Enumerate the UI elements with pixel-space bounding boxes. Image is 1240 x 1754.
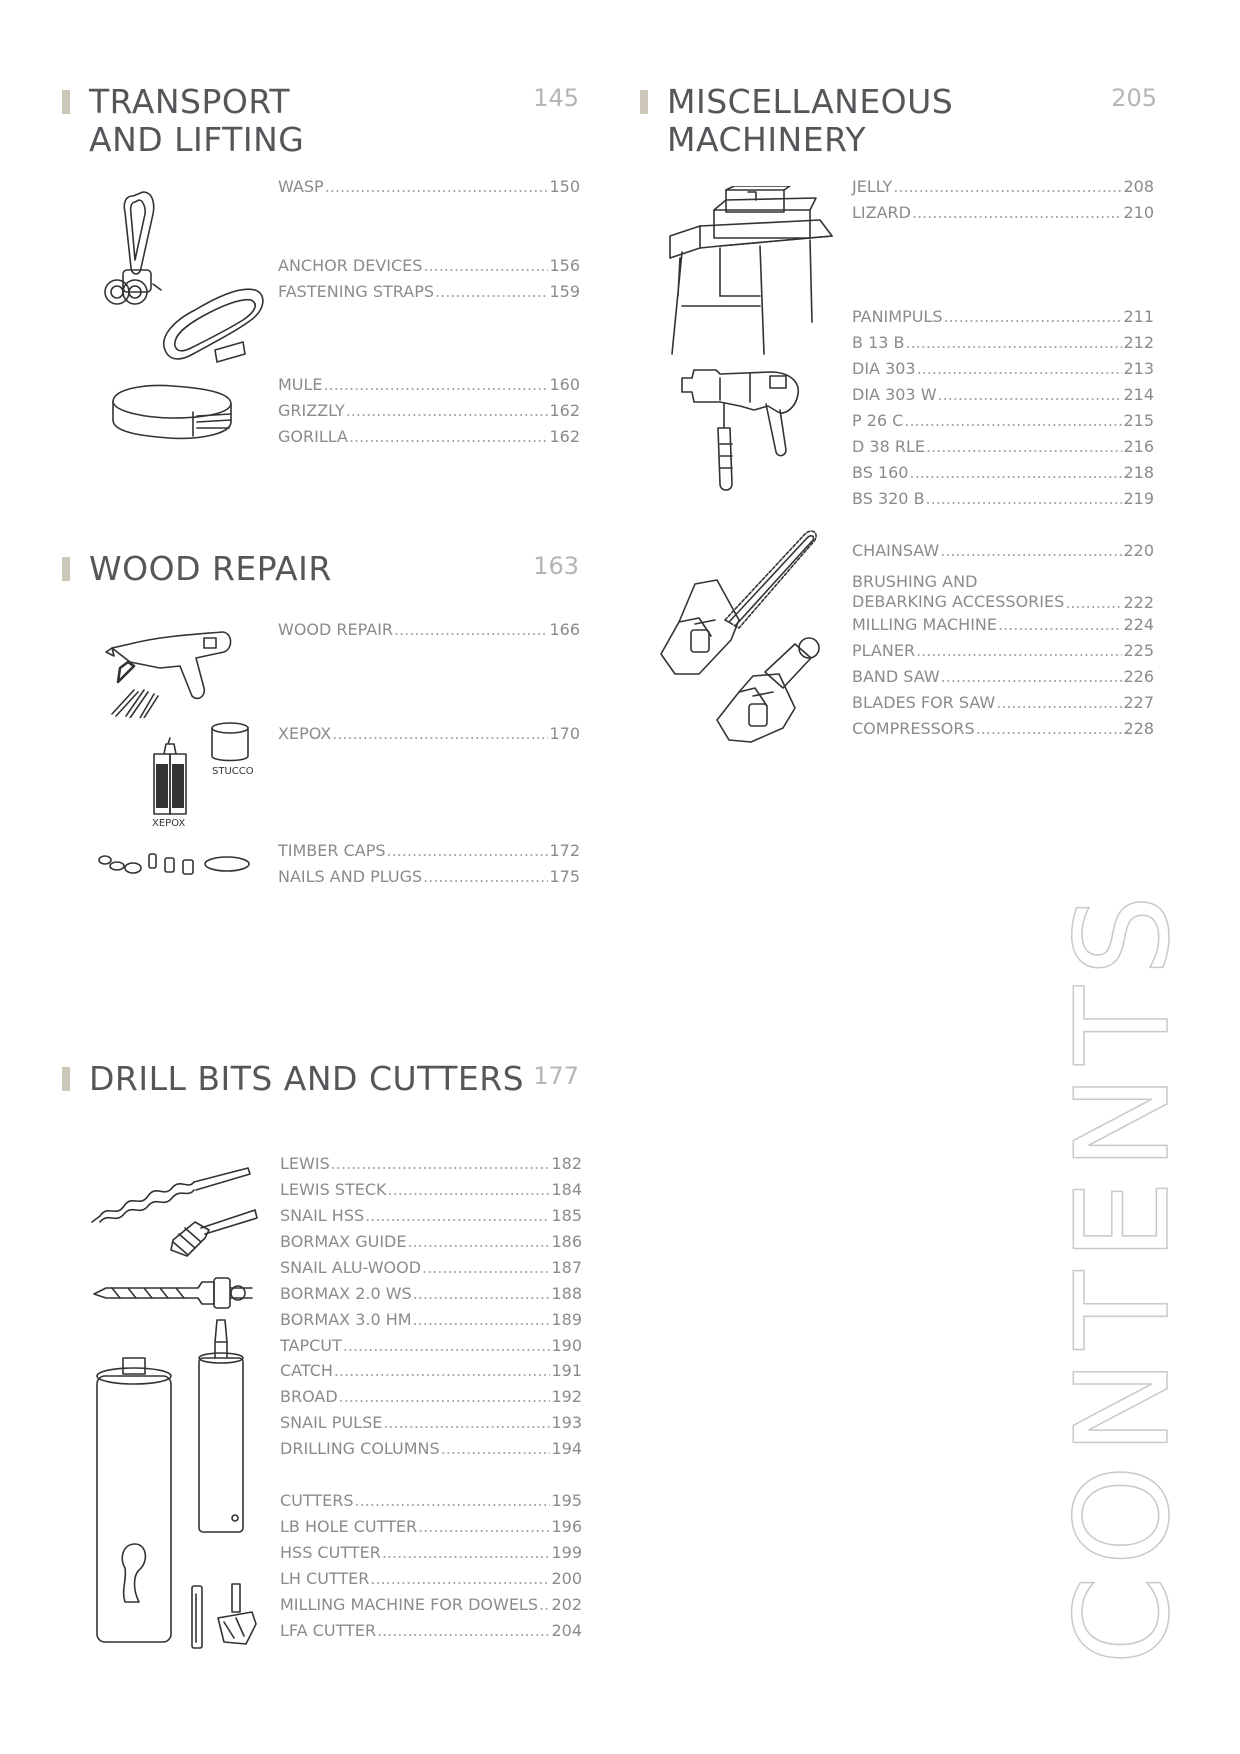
glue-gun-icon [100, 618, 260, 718]
toc-entry[interactable] [280, 1361, 582, 1383]
toc-entry-page: 228 [1123, 719, 1154, 738]
leader-dots [365, 1206, 550, 1225]
toc-entry[interactable] [852, 641, 1154, 663]
toc-entry-page: 191 [551, 1361, 582, 1380]
leader-dots [944, 307, 1123, 326]
toc-entry[interactable] [852, 719, 1154, 741]
toc-entry-label: GRIZZLY [278, 401, 345, 420]
leader-dots [382, 1543, 551, 1562]
toc-entry-label: CATCH [280, 1361, 333, 1380]
toc-entry[interactable] [852, 489, 1154, 511]
toc-entry-page: 219 [1123, 489, 1154, 508]
stucco-jar-icon [208, 720, 258, 778]
forstner-bit-icon [165, 1204, 260, 1264]
leader-dots [976, 719, 1123, 738]
leader-dots [346, 401, 549, 420]
section-accent-bar [640, 90, 648, 114]
toc-entry-label: SNAIL HSS [280, 1206, 365, 1225]
section-accent-bar [62, 1067, 70, 1091]
section-page-misc-machinery[interactable]: 205 [1111, 84, 1157, 112]
toc-entry-label: LB HOLE CUTTER [280, 1517, 418, 1536]
timber-caps-icon [95, 848, 255, 882]
section-page-transport[interactable]: 145 [533, 84, 579, 112]
leader-dots [926, 489, 1123, 508]
toc-entry-page: 220 [1123, 541, 1154, 560]
toc-entry-label: D 38 RLE [852, 437, 925, 456]
toc-entry[interactable] [280, 1439, 582, 1461]
toc-entry[interactable] [278, 375, 580, 397]
toc-entry-page: 224 [1123, 615, 1154, 634]
toc-entry-page: 225 [1123, 641, 1154, 660]
cutter-icon [188, 1582, 260, 1652]
toc-entry-page: 187 [551, 1258, 582, 1277]
toc-entry-label: BORMAX 2.0 WS [280, 1284, 412, 1303]
toc-entry-page: 150 [549, 177, 580, 196]
leader-dots [413, 1284, 551, 1303]
section-title-transport: TRANSPORT AND LIFTING [89, 82, 305, 159]
section-accent-bar [62, 90, 70, 114]
section-title-misc-machinery: MISCELLANEOUS MACHINERY [667, 82, 954, 159]
toc-entry-page: 215 [1123, 411, 1154, 430]
toc-entry-label: BORMAX GUIDE [280, 1232, 407, 1251]
toc-entry-page: 226 [1123, 667, 1154, 686]
toc-entry[interactable] [278, 724, 580, 746]
jelly-machine-icon [660, 186, 836, 358]
toc-entry-label: TAPCUT [280, 1336, 342, 1355]
toc-entry-page: 196 [551, 1517, 582, 1536]
toc-entry-label: WOOD REPAIR [278, 620, 394, 639]
toc-entry-label: GORILLA [278, 427, 348, 446]
toc-entry-label: BRUSHING AND DEBARKING ACCESSORIES [852, 572, 1065, 611]
leader-dots [916, 641, 1122, 660]
toc-entry-page: 170 [549, 724, 580, 743]
toc-entry-page: 159 [549, 282, 580, 301]
toc-entry-label: PLANER [852, 641, 916, 660]
toc-entry-page: 190 [551, 1336, 582, 1355]
toc-entry-page: 218 [1123, 463, 1154, 482]
leader-dots [938, 385, 1123, 404]
toc-entry-label: XEPOX [278, 724, 332, 743]
toc-entry-page: 160 [549, 375, 580, 394]
toc-entry[interactable] [280, 1284, 582, 1306]
leader-dots [422, 1258, 550, 1277]
leader-dots [418, 1517, 550, 1536]
toc-entry-label: CHAINSAW [852, 541, 940, 560]
leader-dots [996, 693, 1122, 712]
leader-dots [423, 256, 548, 275]
toc-entry-page: 192 [551, 1387, 582, 1406]
toc-entry-page: 162 [549, 401, 580, 420]
leader-dots [339, 1387, 551, 1406]
toc-entry[interactable] [278, 177, 580, 199]
toc-entry-label: WASP [278, 177, 324, 196]
toc-entry-label: MILLING MACHINE FOR DOWELS [280, 1595, 538, 1614]
leader-dots [387, 841, 549, 860]
toc-entry[interactable] [280, 1543, 582, 1565]
toc-entry-page: 186 [551, 1232, 582, 1251]
toc-entry-label: P 26 C [852, 411, 904, 430]
toc-entry-page: 204 [551, 1621, 582, 1640]
toc-entry-label: BLADES FOR SAW [852, 693, 996, 712]
toc-entry-label: MULE [278, 375, 323, 394]
toc-entry-page: 212 [1123, 333, 1154, 352]
toc-entry[interactable] [278, 427, 580, 449]
toc-entry-label: BROAD [280, 1387, 338, 1406]
toc-entry[interactable] [280, 1621, 582, 1643]
toc-entry-page: 189 [551, 1310, 582, 1329]
toc-entry-label: SNAIL ALU-WOOD [280, 1258, 422, 1277]
toc-entry-label: CUTTERS [280, 1491, 354, 1510]
toc-entry-label: LFA CUTTER [280, 1621, 377, 1640]
leader-dots [332, 724, 548, 743]
toc-entry-page: 156 [549, 256, 580, 275]
section-title-drill-bits: DRILL BITS AND CUTTERS [89, 1059, 525, 1098]
leader-dots [388, 1180, 551, 1199]
toc-entry-page: 195 [551, 1491, 582, 1510]
leader-dots [394, 620, 548, 639]
toc-entry[interactable] [852, 177, 1154, 199]
toc-entry[interactable] [280, 1258, 582, 1280]
xepox-label: XEPOX [152, 818, 186, 828]
toc-entry[interactable] [280, 1180, 582, 1202]
toc-entry-page: 185 [551, 1206, 582, 1225]
leader-dots [905, 333, 1122, 352]
toc-entry-page: 211 [1123, 307, 1154, 326]
toc-entry-page: 182 [551, 1154, 582, 1173]
toc-entry-page: 227 [1123, 693, 1154, 712]
leader-dots [539, 1595, 550, 1614]
toc-entry-label: SNAIL PULSE [280, 1413, 383, 1432]
chainsaw-icon [655, 524, 825, 744]
leader-dots [407, 1232, 550, 1251]
toc-entry[interactable] [852, 203, 1154, 225]
toc-entry[interactable] [280, 1595, 582, 1617]
toc-entry-page: 214 [1123, 385, 1154, 404]
mule-strap-icon [107, 378, 237, 448]
leader-dots [331, 1154, 551, 1173]
toc-entry[interactable] [852, 385, 1154, 407]
toc-entry[interactable] [280, 1387, 582, 1409]
toc-entry-page: 166 [549, 620, 580, 639]
toc-entry[interactable] [852, 615, 1154, 637]
toc-entry-label: BAND SAW [852, 667, 940, 686]
toc-entry-page: 184 [551, 1180, 582, 1199]
toc-entry[interactable] [278, 620, 580, 642]
twist-drill-icon [92, 1274, 257, 1312]
leader-dots [926, 437, 1122, 456]
leader-dots [909, 463, 1122, 482]
leader-dots [940, 541, 1122, 560]
fastening-strap-icon [155, 280, 270, 365]
toc-entry-page: 216 [1123, 437, 1154, 456]
toc-entry-label: TIMBER CAPS [278, 841, 386, 860]
leader-dots [441, 1439, 551, 1458]
toc-entry-page: 194 [551, 1439, 582, 1458]
toc-entry-label: DIA 303 W [852, 385, 937, 404]
toc-entry-label: LIZARD [852, 203, 911, 222]
contents-side-title: CONTENTS [1049, 884, 1198, 1665]
toc-entry-label: NAILS AND PLUGS [278, 867, 423, 886]
toc-entry[interactable] [852, 307, 1154, 329]
leader-dots [941, 667, 1123, 686]
toc-entry-label: BS 320 B [852, 489, 925, 508]
toc-entry-label: JELLY [852, 177, 893, 196]
toc-entry[interactable] [852, 411, 1154, 433]
toc-entry-label: DIA 303 [852, 359, 916, 378]
leader-dots [377, 1621, 550, 1640]
toc-entry-label: DRILLING COLUMNS [280, 1439, 440, 1458]
leader-dots [423, 867, 548, 886]
stucco-label: STUCCO [212, 766, 254, 777]
toc-entry-page: 172 [549, 841, 580, 860]
leader-dots [325, 177, 549, 196]
toc-entry-label: COMPRESSORS [852, 719, 975, 738]
toc-entry-page: 162 [549, 427, 580, 446]
toc-entry[interactable] [280, 1154, 582, 1176]
toc-entry[interactable] [280, 1232, 582, 1254]
toc-entry[interactable] [280, 1491, 582, 1513]
toc-entry-label: LEWIS STECK [280, 1180, 387, 1199]
toc-entry[interactable] [852, 437, 1154, 459]
toc-entry[interactable] [852, 463, 1154, 485]
toc-entry[interactable] [278, 256, 580, 278]
toc-entry-label: LEWIS [280, 1154, 330, 1173]
toc-entry[interactable] [280, 1206, 582, 1228]
leader-dots [435, 282, 548, 301]
toc-entry[interactable] [280, 1517, 582, 1539]
toc-entry[interactable] [280, 1310, 582, 1332]
leader-dots [370, 1569, 550, 1588]
section-accent-bar [62, 557, 70, 581]
toc-entry[interactable] [852, 541, 1154, 563]
leader-dots [383, 1413, 550, 1432]
toc-entry-page: 200 [551, 1569, 582, 1588]
toc-entry[interactable] [852, 333, 1154, 355]
toc-entry-label: FASTENING STRAPS [278, 282, 435, 301]
toc-entry[interactable] [278, 282, 580, 304]
leader-dots [998, 615, 1122, 634]
toc-entry[interactable] [852, 693, 1154, 715]
toc-entry-label: B 13 B [852, 333, 905, 352]
leader-dots [334, 1361, 551, 1380]
toc-entry[interactable] [852, 359, 1154, 381]
toc-entry[interactable] [278, 841, 580, 863]
toc-entry-label: MILLING MACHINE [852, 615, 997, 634]
toc-entry-page: 202 [551, 1595, 582, 1614]
toc-entry-page: 213 [1123, 359, 1154, 378]
toc-entry[interactable] [280, 1413, 582, 1435]
toc-entry-label: ANCHOR DEVICES [278, 256, 423, 275]
toc-entry-label: HSS CUTTER [280, 1543, 381, 1562]
section-title-wood-repair: WOOD REPAIR [89, 549, 332, 588]
leader-dots [912, 203, 1122, 222]
toc-entry[interactable] [852, 667, 1154, 689]
leader-dots [343, 1336, 551, 1355]
section-page-wood-repair[interactable]: 163 [533, 552, 579, 580]
toc-entry-label: LH CUTTER [280, 1569, 370, 1588]
toc-entry[interactable] [278, 401, 580, 423]
leader-dots [413, 1310, 551, 1329]
toc-entry-page: 175 [549, 867, 580, 886]
toc-entry[interactable] [852, 568, 1154, 612]
leader-dots [355, 1491, 551, 1510]
toc-entry-page: 193 [551, 1413, 582, 1432]
toc-entry-label: BS 160 [852, 463, 909, 482]
leader-dots [1065, 593, 1122, 612]
toc-entry-page: 210 [1123, 203, 1154, 222]
section-page-drill-bits[interactable]: 177 [533, 1062, 579, 1090]
leader-dots [893, 177, 1122, 196]
toc-entry[interactable] [280, 1569, 582, 1591]
toc-entry[interactable] [280, 1336, 582, 1358]
leader-dots [904, 411, 1122, 430]
toc-entry[interactable] [278, 867, 580, 889]
power-drill-icon [680, 364, 810, 494]
toc-entry-label: BORMAX 3.0 HM [280, 1310, 412, 1329]
toc-entry-label: PANIMPULS [852, 307, 943, 326]
xepox-cartridge-icon [150, 736, 194, 828]
leader-dots [917, 359, 1123, 378]
toc-entry-page: 222 [1123, 593, 1154, 612]
toc-entry-page: 208 [1123, 177, 1154, 196]
leader-dots [349, 427, 548, 446]
toc-entry-page: 188 [551, 1284, 582, 1303]
toc-entry-page: 199 [551, 1543, 582, 1562]
leader-dots [324, 375, 549, 394]
